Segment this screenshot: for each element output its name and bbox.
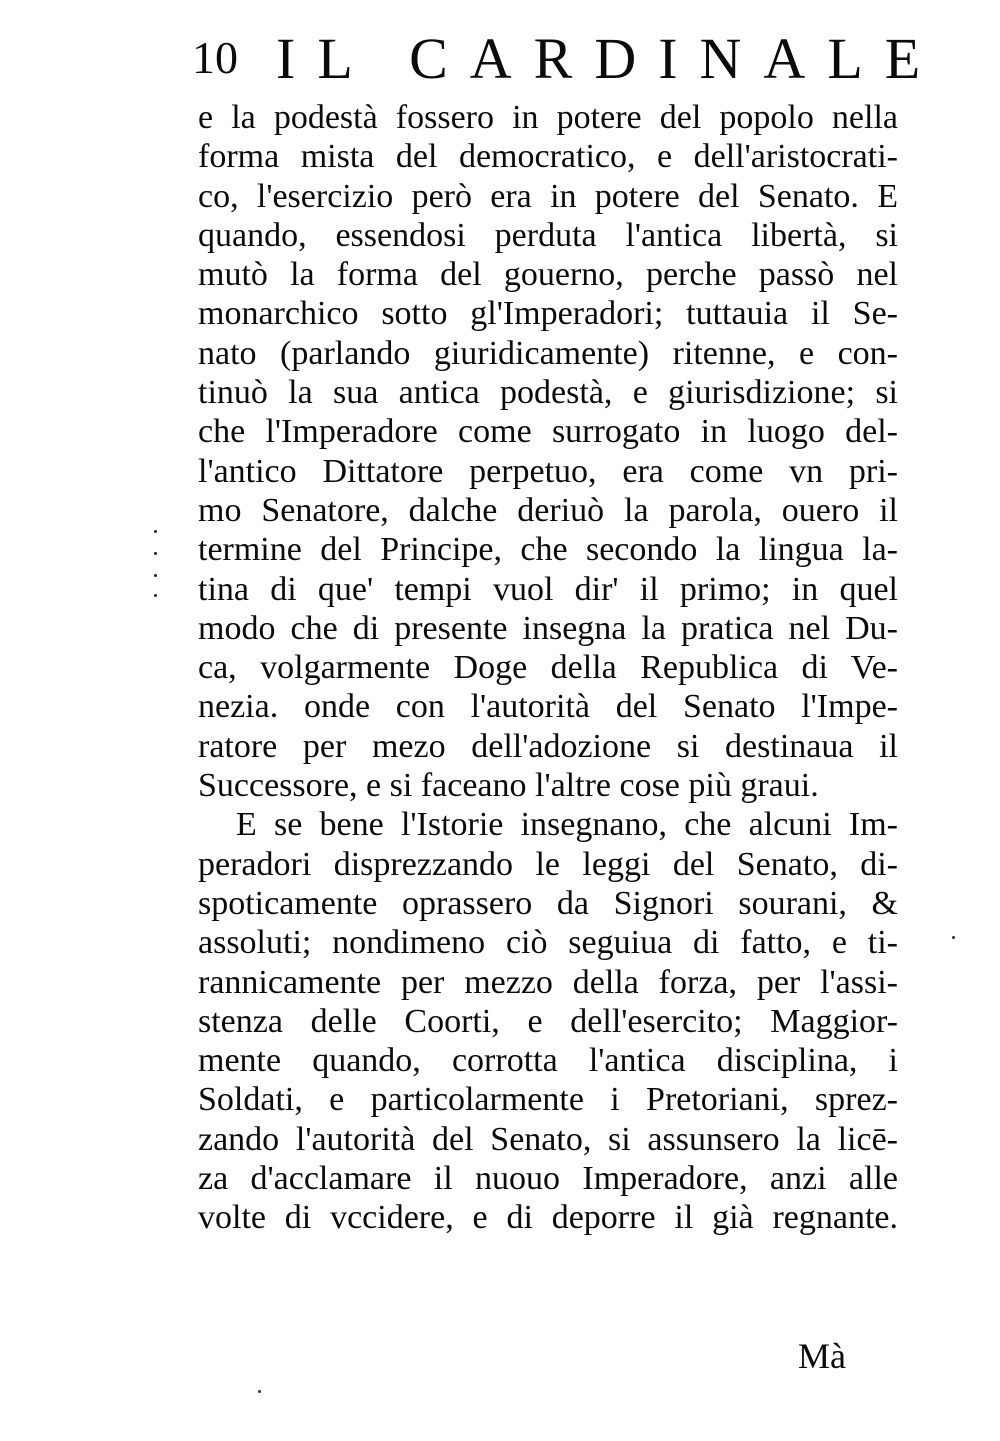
text-line: l'antico Dittatore perpetuo, era come vn pri- <box>198 452 898 490</box>
text-line: ratore per mezo dell'adozione si destinaua il <box>198 727 898 765</box>
text-line: tinuò la sua antica podestà, e giurisdizione; si <box>198 374 898 412</box>
text-line: co, l'esercizio però era in potere del Senato. E <box>198 177 898 215</box>
text-line: spoticamente oprassero da Signori sourani, & <box>198 884 898 922</box>
text-line: Soldati, e particolarmente i Pretoriani, sprez- <box>198 1081 898 1119</box>
text-line: nezia. onde con l'autorità del Senato l'Impe- <box>198 688 898 726</box>
text-line: forma mista del democratico, e dell'aristocrati- <box>198 138 898 176</box>
text-line: nato (parlando giuridicamente) ritenne, e con- <box>198 334 898 372</box>
text-line: assoluti; nondimeno ciò seguiua di fatto, e ti- <box>198 924 898 962</box>
text-line: mente quando, corrotta l'antica disciplina, i <box>198 1042 898 1080</box>
text-line: volte di vccidere, e di deporre il già regnante. <box>198 1199 898 1237</box>
margin-mark <box>150 530 162 600</box>
catchword: Mà <box>798 1336 846 1376</box>
text-line: stenza delle Coorti, e dell'esercito; Maggior- <box>198 1002 898 1040</box>
text-line: monarchico sotto gl'Imperadori; tuttauia il Se- <box>198 295 898 333</box>
text-line: za d'acclamare il nuouo Imperadore, anzi alle <box>198 1160 898 1198</box>
page-number: 10 <box>192 32 238 83</box>
text-line: peradori disprezzando le leggi del Senato, di- <box>198 845 898 883</box>
running-head: IL CARDINALE <box>276 26 943 91</box>
text-line: mo Senatore, dalche deriuò la parola, ouero il <box>198 491 898 529</box>
page-header <box>192 22 943 94</box>
text-line: rannicamente per mezzo della forza, per l'assi- <box>198 963 898 1001</box>
text-line: quando, essendosi perduta l'antica libertà, si <box>198 216 898 254</box>
stray-mark <box>258 1390 261 1393</box>
text-line: modo che di presente insegna la pratica nel Du- <box>198 609 898 647</box>
text-line: zando l'autorità del Senato, si assunsero la licē- <box>198 1120 898 1158</box>
text-line: E se bene l'Istorie insegnano, che alcuni Im- <box>236 806 898 844</box>
text-line: ca, volgarmente Doge della Republica di Ve- <box>198 649 898 687</box>
text-line: mutò la forma del gouerno, perche passò nel <box>198 256 898 294</box>
body-text <box>198 98 898 1238</box>
text-line: tina di que' tempi vuol dir' il primo; in quel <box>198 570 898 608</box>
paragraph-1 <box>198 98 898 805</box>
text-line: che l'Imperadore come surrogato in luogo del- <box>198 413 898 451</box>
text-line: Successore, e si faceano l'altre cose più graui. <box>198 767 819 805</box>
paragraph-2 <box>198 805 898 1237</box>
text-line: termine del Principe, che secondo la lingua la- <box>198 531 898 569</box>
text-line: e la podestà fossero in potere del popolo nella <box>198 99 898 136</box>
stray-mark <box>952 936 955 939</box>
